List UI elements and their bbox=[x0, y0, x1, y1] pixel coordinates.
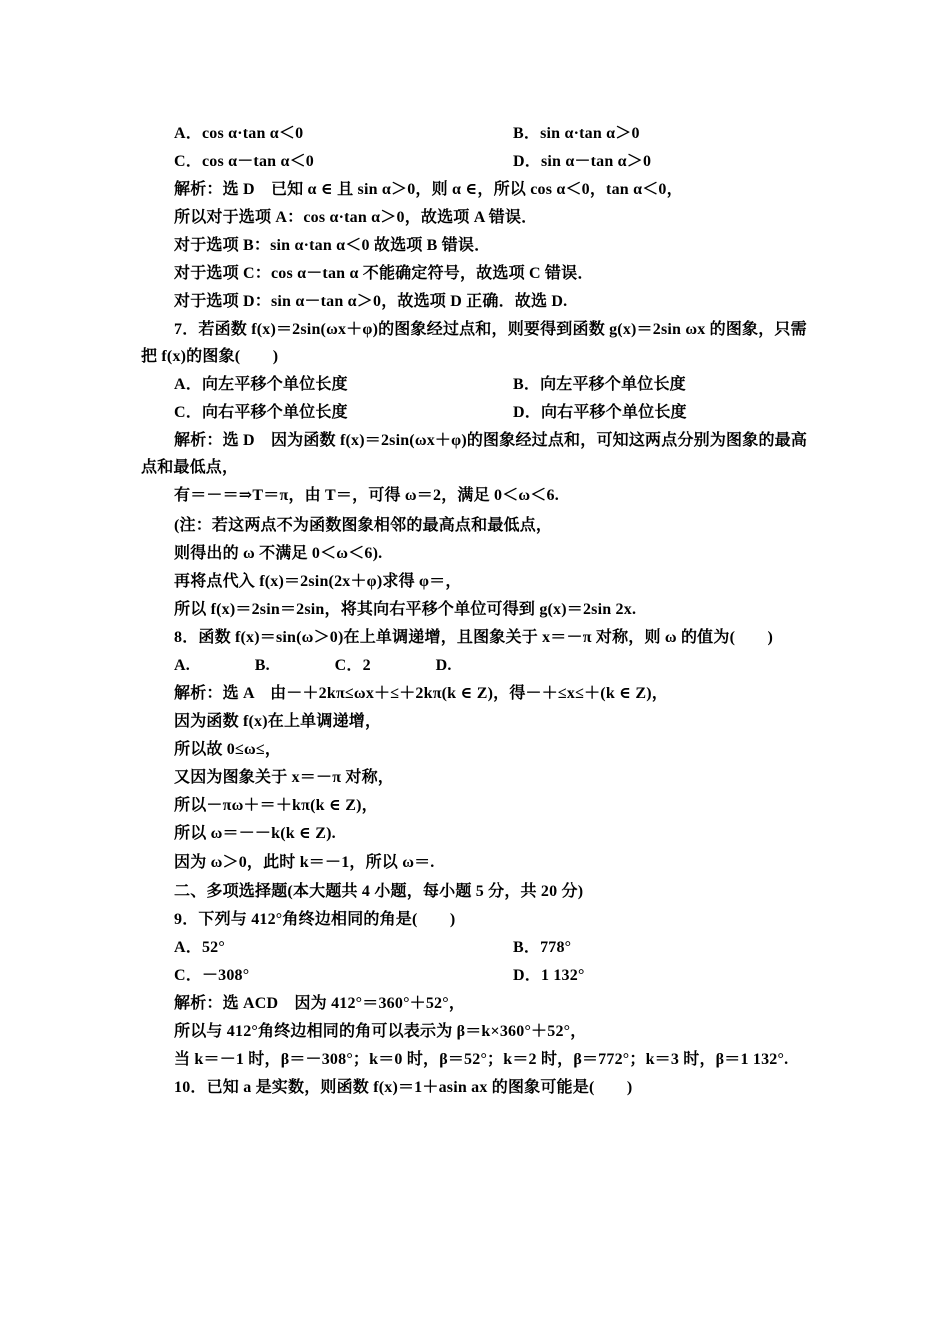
text-line: 再将点代入 f(x)＝2sin(2x＋φ)求得 φ＝， bbox=[174, 573, 462, 590]
text-line: 当 k＝－1 时，β＝－308°；k＝0 时，β＝52°；k＝2 时，β＝772°；k＝3 时，β＝1 132°. bbox=[174, 1051, 789, 1068]
text-line: 10．已知 a 是实数，则函数 f(x)＝1＋asin ax 的图象可能是( ) bbox=[174, 1079, 633, 1096]
text-line: D．1 132° bbox=[513, 967, 585, 984]
text-line: A．52° bbox=[174, 939, 225, 956]
text-line: 对于选项 B：sin α·tan α＜0 故选项 B 错误． bbox=[174, 237, 491, 254]
text-line: 所以对于选项 A：cos α·tan α＞0，故选项 A 错误． bbox=[174, 209, 538, 226]
text-line: 解析：选 D 已知 α ∈ 且 sin α＞0，则 α ∈，所以 cos α＜0，tan α＜0， bbox=[174, 181, 683, 198]
text-line: 所以故 0≤ω≤， bbox=[174, 741, 282, 758]
text-line: 有＝－＝⇒T＝π，由 T＝，可得 ω＝2，满足 0＜ω＜6. bbox=[174, 487, 559, 504]
text-line: B．sin α·tan α＞0 bbox=[513, 125, 640, 142]
text-line: 点和最低点， bbox=[141, 459, 239, 476]
text-line: 对于选项 C：cos α－tan α 不能确定符号，故选项 C 错误． bbox=[174, 265, 594, 282]
text-line: 9．下列与 412°角终边相同的角是( ) bbox=[174, 911, 456, 928]
text-line: 解析：选 D 因为函数 f(x)＝2sin(ωx＋φ)的图象经过点和，可知这两点分别为图象的最高 bbox=[174, 432, 808, 449]
text-line: 把 f(x)的图象( ) bbox=[141, 348, 279, 365]
text-line: 因为 ω＞0，此时 k＝－1，所以 ω＝. bbox=[174, 854, 435, 871]
text-line: 解析：选 A 由－＋2kπ≤ωx＋≤＋2kπ(k ∈ Z)，得－＋≤x≤＋(k ∈ Z)， bbox=[174, 685, 668, 702]
text-line: C．－308° bbox=[174, 967, 250, 984]
text-line: 所以－πω＋＝＋kπ(k ∈ Z)， bbox=[174, 797, 378, 814]
text-line: A. B. C．2 D. bbox=[174, 657, 452, 674]
text-line: A．cos α·tan α＜0 bbox=[174, 125, 304, 142]
text-line: C．向右平移个单位长度 bbox=[174, 404, 348, 421]
text-line: A．向左平移个单位长度 bbox=[174, 376, 348, 393]
text-line: 则得出的 ω 不满足 0＜ω＜6). bbox=[174, 545, 383, 562]
text-line: B．向左平移个单位长度 bbox=[513, 376, 686, 393]
text-line: B．778° bbox=[513, 939, 572, 956]
text-line: 8．函数 f(x)＝sin(ω＞0)在上单调递增，且图象关于 x＝－π 对称，则 ω 的值为( ) bbox=[174, 629, 774, 646]
text-line: 所以 f(x)＝2sin＝2sin，将其向右平移个单位可得到 g(x)＝2sin 2x. bbox=[174, 601, 637, 618]
text-line: 7．若函数 f(x)＝2sin(ωx＋φ)的图象经过点和，则要得到函数 g(x)＝2sin ωx 的图象，只需 bbox=[174, 321, 807, 338]
text-line: 所以 ω＝－－k(k ∈ Z). bbox=[174, 825, 336, 842]
text-line: C．cos α－tan α＜0 bbox=[174, 153, 314, 170]
text-line: 解析：选 ACD 因为 412°＝360°＋52°， bbox=[174, 995, 466, 1012]
text-line: 二、多项选择题(本大题共 4 小题，每小题 5 分，共 20 分) bbox=[174, 883, 584, 900]
text-line: 因为函数 f(x)在上单调递增， bbox=[174, 713, 382, 730]
text-line: D．sin α－tan α＞0 bbox=[513, 153, 652, 170]
text-line: 所以与 412°角终边相同的角可以表示为 β＝k×360°＋52°， bbox=[174, 1023, 587, 1040]
text-line: (注：若这两点不为函数图象相邻的最高点和最低点， bbox=[174, 517, 553, 534]
text-line: D．向右平移个单位长度 bbox=[513, 404, 687, 421]
text-line: 又因为图象关于 x＝－π 对称， bbox=[174, 769, 394, 786]
text-line: 对于选项 D：sin α－tan α＞0，故选项 D 正确．故选 D. bbox=[174, 293, 568, 310]
